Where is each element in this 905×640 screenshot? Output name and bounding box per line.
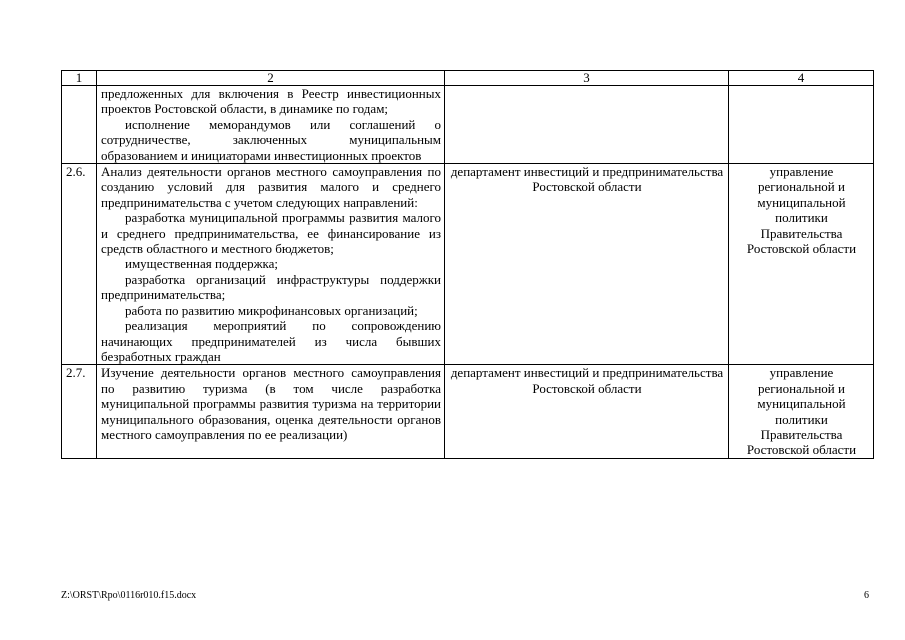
- footer-page-number: 6: [864, 590, 869, 601]
- description-paragraph: Анализ деятельности органов местного самоуправления по созданию условий для развития малого и среднего предпринимательства с учетом следующих направлений:: [101, 164, 441, 210]
- description-paragraph: разработка организаций инфраструктуры поддержки предпринимательства;: [101, 271, 441, 303]
- row-coordinator: управление региональной и муниципальной политики Правительства Ростовской области: [729, 164, 874, 365]
- row-coordinator: [729, 86, 874, 164]
- table-row: [62, 365, 874, 458]
- row-executor: [445, 86, 729, 164]
- header-col-3: 3: [445, 71, 729, 86]
- description-paragraph: работа по развитию микрофинансовых организаций;: [125, 302, 418, 318]
- description-paragraph: Изучение деятельности органов местного самоуправления по развитию туризма (в том числе разработка муниципальной программы развития туризма на территории муниципального образования, оценка деятельности органов местного самоуправления по ее реализации): [101, 365, 441, 442]
- description-paragraph: имущественная поддержка;: [125, 256, 279, 272]
- footer-file-path: Z:\ORST\Rpo\0116r010.f15.docx: [61, 590, 197, 601]
- description-paragraph: разработка муниципальной программы развития малого и среднего предпринимательства, ее финансирование из средств областного и местного бюджетов;: [101, 210, 441, 257]
- description-paragraph: реализация мероприятий по сопровождению начинающих предпринимателей из числа бывших безработных граждан: [101, 318, 441, 364]
- row-description: [97, 365, 445, 458]
- row-description: [97, 164, 445, 365]
- table-row: [62, 164, 874, 365]
- row-number: 2.7.: [62, 365, 97, 458]
- row-description: [97, 86, 445, 164]
- description-paragraph: предложенных для включения в Реестр инвестиционных проектов Ростовской области, в динамике по годам;: [101, 86, 441, 117]
- header-col-4: 4: [729, 71, 874, 86]
- row-coordinator: управление региональной и муниципальной политики Правительства Ростовской области: [729, 365, 874, 458]
- plan-table: [61, 70, 874, 459]
- row-executor: департамент инвестиций и предпринимательства Ростовской области: [445, 164, 729, 365]
- row-executor: департамент инвестиций и предпринимательства Ростовской области: [445, 365, 729, 458]
- header-col-1: 1: [62, 71, 97, 86]
- row-number: [62, 86, 97, 164]
- row-number: 2.6.: [62, 164, 97, 365]
- description-paragraph: исполнение меморандумов или соглашений о сотрудничестве, заключенных муниципальным образованием и инициаторами инвестиционных проектов: [101, 116, 441, 163]
- header-col-2: 2: [97, 71, 445, 86]
- table-header-row: [62, 71, 874, 86]
- table-row: [62, 86, 874, 164]
